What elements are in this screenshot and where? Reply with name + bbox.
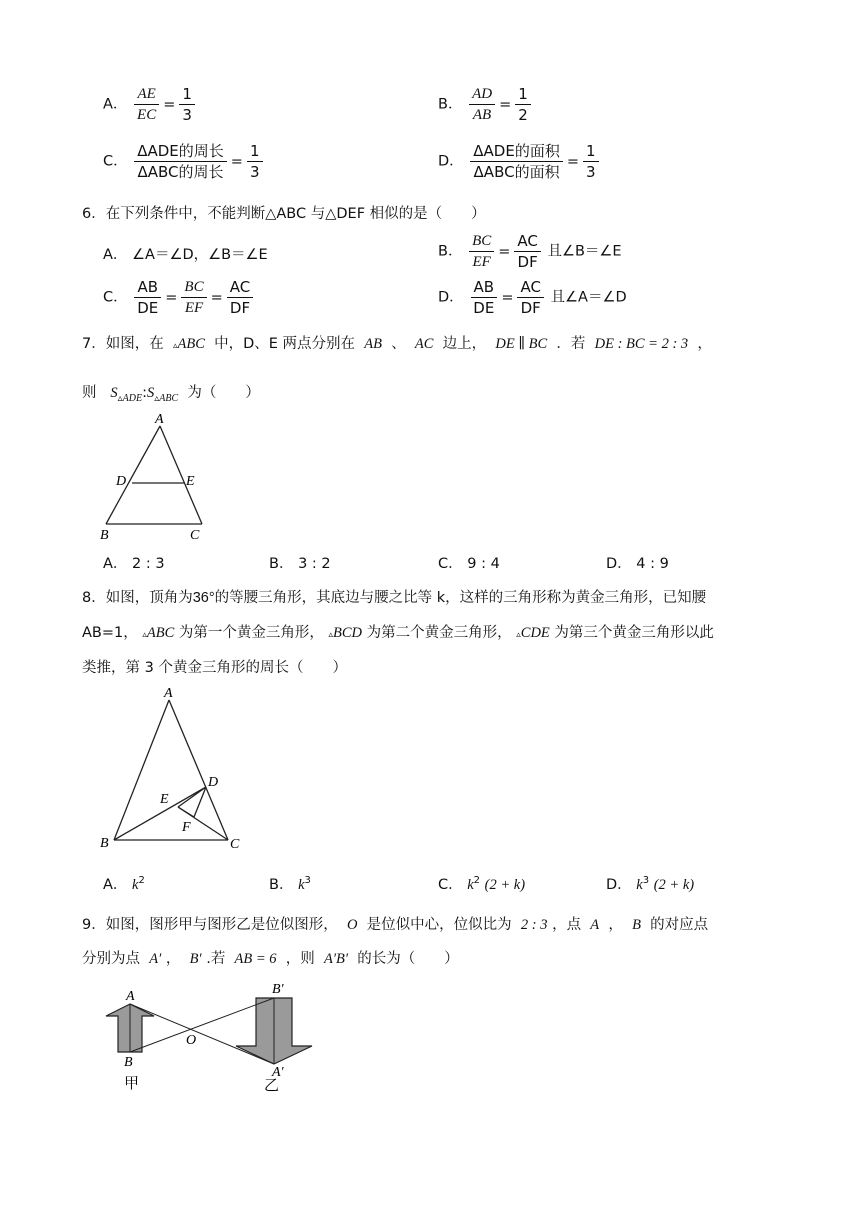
option-label: A． (103, 247, 128, 263)
fraction: $\frac{BC}{EF}$ (181, 277, 206, 318)
vertex-label-e: E (160, 792, 169, 807)
condition-text: 且∠B＝∠E (547, 243, 622, 260)
q6-stem: 6．在下列条件中，不能判断△ABC 与△DEF 相似的是（ ） (82, 206, 486, 222)
fraction: $\frac{\text{ΔADE的周长}}{\text{ΔABC的周长}}$ (134, 141, 227, 182)
q8-option-a[interactable]: A． $k^2$ (103, 875, 145, 893)
q8-figure (100, 685, 260, 860)
fraction: $\frac{BC}{EF}$ (469, 231, 494, 272)
q8-option-c[interactable]: C． $k^2$ (2 + k) (438, 875, 526, 893)
label-a-prime: A′ (272, 1065, 284, 1080)
q8-option-b[interactable]: B． $k^3$ (269, 875, 311, 893)
ray-b-to-bprime (130, 998, 274, 1052)
fraction: $\frac{AD}{AB}$ (469, 84, 495, 125)
option-label: C． (103, 153, 128, 170)
fraction: $\frac{1}{3}$ (583, 141, 599, 182)
q7-option-d[interactable]: D． 4 : 9 (606, 556, 669, 572)
option-label: B． (438, 96, 463, 113)
q9-stem-line2: 分别为点 A′ ， B′ .若 AB = 6 ，则 A′B′ 的长为（ ） (82, 951, 459, 967)
fraction: $\frac{AC}{DF}$ (514, 231, 540, 272)
vertex-label-d: D (116, 474, 127, 489)
q6-option-c[interactable]: C． $\frac{AB}{DE}$ = $\frac{BC}{EF}$ = $\frac{AC}{DF}$ (103, 277, 255, 318)
vertex-label-b: B (100, 528, 109, 542)
label-jia: 甲 (124, 1074, 140, 1092)
ray-a-to-aprime (130, 1004, 274, 1064)
q7-stem-line1: 7．如图，在 ▵ABC 中，D、E 两点分别在 AB 、 AC 边上， DE ∥ BC ．若 DE : BC = 2 : 3 ， (82, 336, 712, 352)
q9-figure (100, 978, 340, 1093)
label-b-prime: B′ (272, 982, 284, 997)
vertex-label-c: C (230, 837, 240, 852)
vertex-label-e: E (186, 474, 195, 489)
vertex-label-b: B (100, 836, 109, 851)
option-text: ∠A＝∠D，∠B＝∠E (132, 247, 268, 263)
vertex-label-a: A (155, 412, 164, 427)
label-o: O (186, 1033, 197, 1048)
q5-option-b[interactable]: B． $\frac{AD}{AB}$ = $\frac{1}{2}$ (438, 84, 533, 125)
q5-option-d[interactable]: D． $\frac{\text{ΔADE的面积}}{\text{ΔABC的面积}}$ = $\frac{1}{3}$ (438, 141, 601, 182)
fraction: $\frac{\text{ΔADE的面积}}{\text{ΔABC的面积}}$ (470, 141, 563, 182)
fraction: $\frac{AC}{DF}$ (227, 277, 253, 318)
q7-figure (96, 412, 216, 542)
q7-option-c[interactable]: C． 9 : 4 (438, 556, 500, 572)
q7-option-a[interactable]: A． 2 : 3 (103, 556, 165, 572)
q7-stem-line2: 则 $S_{▵ADE}:S_{▵ABC}$ 为（ ） (82, 385, 260, 404)
q6-option-b[interactable]: B． $\frac{BC}{EF}$ = $\frac{AC}{DF}$ 且∠B＝∠E (438, 232, 622, 271)
fraction: $\frac{AB}{DE}$ (470, 277, 497, 318)
q8-stem-line1: 8．如图，顶角为36°的等腰三角形，其底边与腰之比等 k，这样的三角形称为黄金三角形，已知腰 (82, 590, 707, 606)
vertex-label-a: A (164, 686, 173, 701)
fraction: $\frac{1}{3}$ (179, 84, 195, 125)
vertex-label-d: D (208, 775, 219, 790)
option-label: B． (438, 243, 463, 260)
vertex-label-c: C (190, 528, 200, 542)
fraction: $\frac{AB}{DE}$ (134, 277, 161, 318)
option-label: A． (103, 96, 128, 113)
fraction: $\frac{AC}{DF}$ (517, 277, 543, 318)
fraction: $\frac{1}{3}$ (247, 141, 263, 182)
fraction: $\frac{1}{2}$ (515, 84, 531, 125)
label-yi: 乙 (264, 1076, 280, 1093)
side-ac (169, 700, 228, 840)
q5-option-a[interactable]: A． $\frac{AE}{EC}$ = $\frac{1}{3}$ (103, 84, 197, 125)
condition-text: 且∠A＝∠D (550, 289, 627, 306)
option-label: C． (103, 289, 128, 306)
q8-option-d[interactable]: D． $k^3$ (2 + k) (606, 875, 695, 893)
vertex-label-f: F (182, 820, 191, 835)
side-ab (114, 700, 169, 840)
q6-option-d[interactable]: D． $\frac{AB}{DE}$ = $\frac{AC}{DF}$ 且∠A＝∠D (438, 278, 627, 317)
q8-stem-line3: 类推，第 3 个黄金三角形的周长（ ） (82, 660, 347, 676)
q7-option-b[interactable]: B． 3 : 2 (269, 556, 331, 572)
q6-option-a[interactable] (103, 243, 268, 264)
option-label: D． (438, 153, 464, 170)
q5-option-c[interactable]: C． $\frac{\text{ΔADE的周长}}{\text{ΔABC的周长}}$ = $\frac{1}{3}$ (103, 141, 265, 182)
side-ac (160, 426, 202, 524)
label-a: A (126, 989, 135, 1004)
q9-stem-line1: 9．如图，图形甲与图形乙是位似图形， O 是位似中心，位似比为 2 : 3 ，点 A ， B 的对应点 (82, 917, 709, 933)
side-ab (106, 426, 160, 524)
label-b: B (124, 1055, 133, 1070)
segment-ef (178, 807, 194, 817)
q8-stem-line2: AB=1， ▵ABC 为第一个黄金三角形， ▵BCD 为第二个黄金三角形， ▵CDE 为第三个黄金三角形以此 (82, 625, 714, 641)
fraction: $\frac{AE}{EC}$ (134, 84, 159, 125)
option-label: D． (438, 289, 464, 306)
